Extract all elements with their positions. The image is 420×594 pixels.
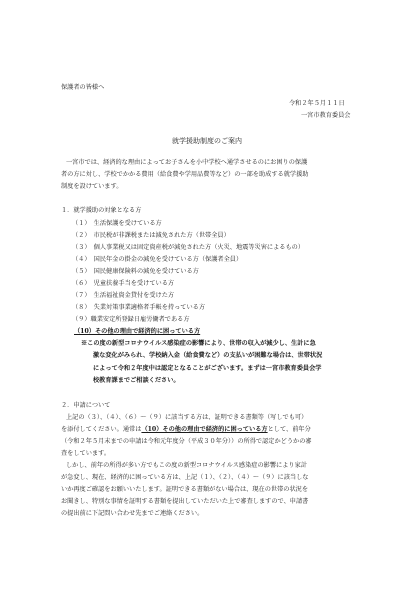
covid-note-line-2: 激な変化がみられ、学校納入金（給食費など）の支払いが困難な場合は、世帯状況: [93, 352, 323, 359]
application-paragraph-2-line-5: の提出前に下記問い合わせ先までご連絡ください。: [61, 510, 204, 517]
eligibility-item-10: （10）その他の理由で経済的に困っている方: [74, 328, 201, 335]
covid-note-line-3: によって令和２年度中は認定となることがございます。まずは一宮市教育委員会学: [93, 365, 322, 372]
eligibility-item-1: （１） 生活保護を受けている方: [72, 220, 162, 227]
issuer-name: 一宮市教育委員会: [301, 112, 351, 119]
issue-date: 令和２年５月１１日: [289, 100, 345, 107]
application-paragraph-1-line-3: （令和２年５月末までの申請は令和元年度分（平成３０年分））の所得で認定かどうかの審: [61, 438, 312, 445]
application-paragraph-2-line-4: お聞きし、特別な事情を証明する書類を提出していただいた上で審査しますので、申請書: [61, 498, 309, 505]
section-1-heading: １．就学援助の対象となる方: [61, 207, 142, 214]
application-paragraph-2-line-1: しかし、前年の所得が多い方でもこの度の新型コロナウイルス感染症の影響により家計: [66, 462, 307, 469]
application-paragraph-2-line-2: が急変し、現在、経済的に困っている方は、上記（１）、（２）、（４）～（９）に該当しな: [61, 474, 309, 481]
line-2-start: を添付してください。通常は: [61, 426, 142, 433]
application-paragraph-1-line-2: [61, 427, 311, 433]
covid-note-line-4: 校教育課までご相談ください。: [93, 377, 180, 384]
application-paragraph-1-line-1: 上記の（３）、（４）、（６）～（９）に該当する方は、証明できる書類等（写しでも可）: [66, 414, 308, 421]
application-paragraph-2-line-3: いか再度ご確認をお願いいたします。証明できる書類がない場合は、現在の世帯の状況を: [61, 486, 309, 493]
eligibility-item-3: （３） 個人事業税又は固定資産税が減免された方（火災、地震等災害によるもの）: [72, 244, 305, 251]
eligibility-item-7: （７） 生活福祉資金貸付を受けた方: [72, 292, 175, 299]
eligibility-item-5: （５） 国民健康保険料の減免を受けている方: [72, 268, 199, 275]
section-2-heading: ２．申請について: [61, 402, 111, 409]
addressee: 保護者の皆様へ: [61, 84, 105, 91]
intro-line-1: 一宮市では、経済的な理由によってお子さんを小中学校へ通学させるのにお困りの保護: [66, 159, 308, 166]
eligibility-item-2: （２） 市民税が非課税または減免された方（世帯全員）: [72, 232, 230, 239]
intro-line-2: 者の方に対し、学校でかかる費用（給食費や学用品費等など）の一部を助成する就学援助: [61, 171, 309, 178]
eligibility-item-8: （８） 失業対策事業適格者手帳を持っている方: [72, 304, 206, 311]
intro-line-3: 制度を設けています。: [61, 183, 123, 190]
other-reasons-emphasis: （10）その他の理由で経済的に困っている方: [141, 426, 268, 433]
eligibility-item-6: （６） 児童扶養手当を受けている方: [72, 280, 175, 287]
line-2-end: として、前年分: [267, 426, 311, 433]
eligibility-item-4: （４） 国民年金の掛金の減免を受けている方（保護者全員）: [72, 256, 243, 263]
application-paragraph-1-line-4: 査をしています。: [61, 450, 111, 457]
document-title: 就学援助制度のご案内: [172, 137, 242, 145]
covid-note-line-1: ※この度の新型コロナウイルス感染症の影響により、世帯の収入が減少し、生計に急: [81, 340, 316, 347]
eligibility-item-9: （９）職業安定所登録日雇労働者である方: [72, 316, 190, 323]
